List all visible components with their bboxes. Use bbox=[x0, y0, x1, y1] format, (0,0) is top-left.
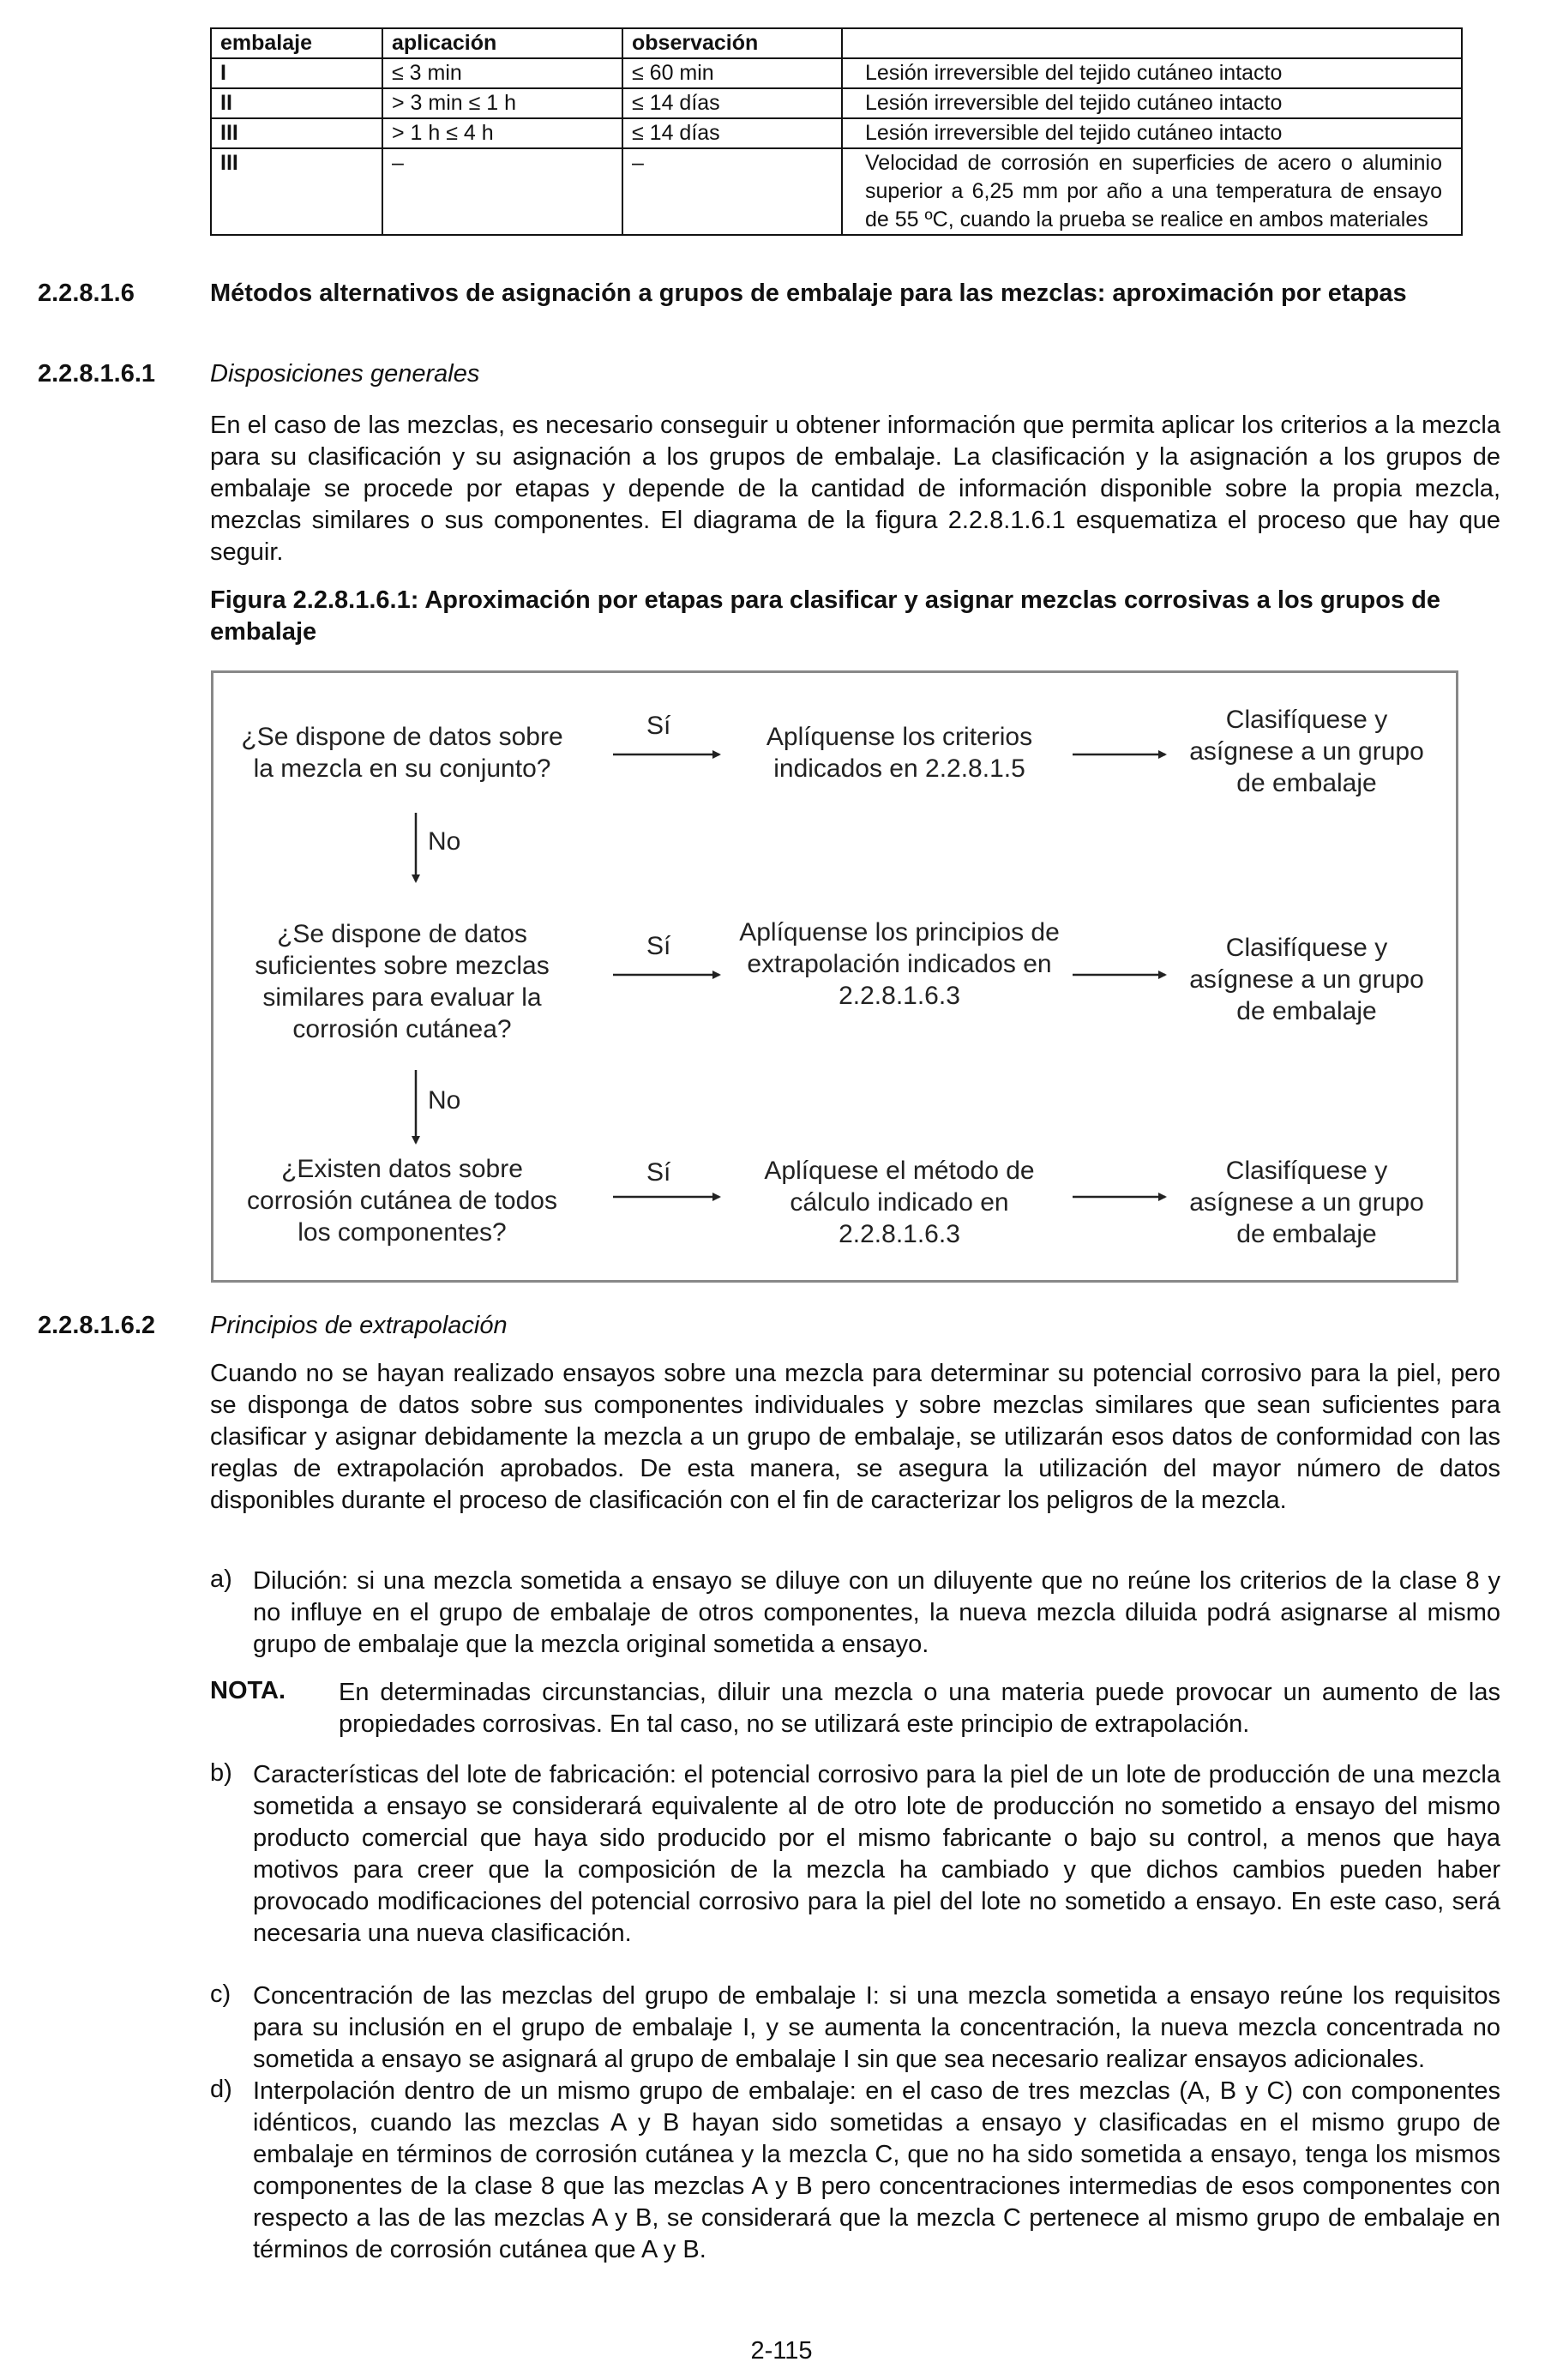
list-marker: c) bbox=[210, 1980, 231, 2008]
figure-caption: Figura 2.2.8.1.6.1: Aproximación por etapas para clasificar y asignar mezclas corrosivas a los grupos de embalaje bbox=[210, 586, 1441, 646]
table-cell-application: > 3 min ≤ 1 h bbox=[382, 88, 622, 118]
yes-label: Sí bbox=[646, 712, 671, 740]
flow-action: Aplíquense los criterios indicados en 2.2.8.1.5 bbox=[766, 723, 1033, 783]
table-row bbox=[211, 148, 1462, 235]
list-item: Interpolación dentro de un mismo grupo de embalaje: en el caso de tres mezclas (A, B y C) con componentes idénticos, cuando las mezclas A y B hayan sido sometidas a ensayo y clasificadas en el mismo grupo de embalaje en términos de corrosión cutánea y la mezcla C, que no ha sido sometida a ensayo, tenga los mismos componentes de la clase 8 que las mezclas A y B pero concentraciones intermedias de esos componentes con respecto a las de las mezclas A y B, se considerará que la mezcla C pertenece al mismo grupo de embalaje en términos de corrosión cutánea que A y B. bbox=[253, 2077, 1500, 2263]
no-label: No bbox=[428, 1086, 461, 1115]
table-row bbox=[211, 118, 1462, 148]
table-cell-application: ≤ 3 min bbox=[382, 58, 622, 88]
subsection-number: 2.2.8.1.6.1 bbox=[38, 360, 156, 388]
page-number: 2-115 bbox=[750, 2337, 813, 2365]
table-cell-criterion: Lesión irreversible del tejido cutáneo intacto bbox=[842, 118, 1462, 148]
table-cell-criterion: Velocidad de corrosión en superficies de acero o aluminio superior a 6,25 mm por año a una temperatura de ensayo de 55 ºC, cuando la prueba se realice en ambos materiales bbox=[842, 148, 1462, 235]
table-cell-application: – bbox=[382, 148, 622, 235]
list-item: Dilución: si una mezcla sometida a ensayo se diluye con un diluyente que no reúne los criterios de la clase 8 y no influye en el grupo de embalaje de otros componentes, la nueva mezcla diluida podrá asignarse al mismo grupo de embalaje que la mezcla original sometida a ensayo. bbox=[253, 1567, 1500, 1658]
flow-result: Clasifíquese y asígnese a un grupo de embalaje bbox=[1189, 1157, 1424, 1248]
table-cell-application: > 1 h ≤ 4 h bbox=[382, 118, 622, 148]
table-header-cell: aplicación bbox=[382, 28, 622, 58]
section-number: 2.2.8.1.6 bbox=[38, 279, 135, 307]
yes-label: Sí bbox=[646, 1158, 671, 1187]
table-header-row bbox=[211, 28, 1462, 58]
list-marker: a) bbox=[210, 1566, 232, 1593]
flow-result: Clasifíquese y asígnese a un grupo de embalaje bbox=[1189, 934, 1424, 1025]
table-cell-criterion: Lesión irreversible del tejido cutáneo intacto bbox=[842, 88, 1462, 118]
table-cell-observation: – bbox=[622, 148, 842, 235]
table-row bbox=[211, 58, 1462, 88]
flow-action: Aplíquese el método de cálculo indicado en 2.2.8.1.6.3 bbox=[764, 1157, 1035, 1248]
list-item: Concentración de las mezclas del grupo de embalaje I: si una mezcla sometida a ensayo reúne los requisitos para su inclusión en el grupo de embalaje I, y se aumenta la concentración, la nueva mezcla concentrada no sometida a ensayo se asignará al grupo de embalaje I sin que sea necesario realizar ensayos adicionales. bbox=[253, 1982, 1500, 2073]
table-header-cell: observación bbox=[622, 28, 842, 58]
no-label: No bbox=[428, 827, 461, 856]
paragraph: Cuando no se hayan realizado ensayos sobre una mezcla para determinar su potencial corrosivo para la piel, pero se disponga de datos sobre sus componentes individuales y sobre mezclas similares que sean suficientes para clasificar y asignar debidamente la mezcla a un grupo de embalaje, se utilizarán esos datos de conformidad con las reglas de extrapolación aprobados. De esta manera, se asegura la utilización del mayor número de datos disponibles durante el proceso de clasificación con el fin de caracterizar los peligros de la mezcla. bbox=[210, 1360, 1500, 1514]
subsection-title: Principios de extrapolación bbox=[210, 1312, 508, 1339]
table-cell-observation: ≤ 14 días bbox=[622, 118, 842, 148]
table-cell-group: III bbox=[211, 118, 382, 148]
subsection-number: 2.2.8.1.6.2 bbox=[38, 1312, 156, 1339]
table-cell-observation: ≤ 60 min bbox=[622, 58, 842, 88]
table-cell-group: I bbox=[211, 58, 382, 88]
list-item: Características del lote de fabricación: el potencial corrosivo para la piel de un lote de producción de una mezcla sometida a ensayo se considerará equivalente al de otro lote de producción no sometido a ensayo del mismo producto comercial que haya sido producido por el mismo fabricante o bajo su control, a menos que haya motivos para creer que la composición de la mezcla ha cambiado y que dichos cambios pueden haber provocado modificaciones del potencial corrosivo para la piel del lote no sometido a ensayo. En este caso, será necesaria una nueva clasificación. bbox=[253, 1761, 1500, 1947]
table-header-cell bbox=[842, 28, 1462, 58]
packing-group-table bbox=[210, 27, 1463, 236]
table-cell-group: III bbox=[211, 148, 382, 235]
flow-question: ¿Se dispone de datos suficientes sobre mezclas similares para evaluar la corrosión cutánea? bbox=[255, 920, 550, 1043]
paragraph: En el caso de las mezclas, es necesario conseguir u obtener información que permita aplicar los criterios a la mezcla para su clasificación y su asignación a los grupos de embalaje. La clasificación y la asignación a los grupos de embalaje se procede por etapas y depende de la cantidad de información disponible sobre la propia mezcla, mezclas similares o sus componentes. El diagrama de la figura 2.2.8.1.6.1 esquematiza el proceso que hay que seguir. bbox=[210, 412, 1500, 566]
flow-action: Aplíquense los principios de extrapolación indicados en 2.2.8.1.6.3 bbox=[739, 918, 1060, 1010]
table-cell-observation: ≤ 14 días bbox=[622, 88, 842, 118]
note-label: NOTA. bbox=[210, 1677, 286, 1704]
section-title: Métodos alternativos de asignación a grupos de embalaje para las mezclas: aproximación por etapas bbox=[210, 279, 1407, 307]
list-marker: b) bbox=[210, 1759, 232, 1787]
subsection-title: Disposiciones generales bbox=[210, 360, 480, 388]
flow-question: ¿Existen datos sobre corrosión cutánea de todos los componentes? bbox=[247, 1155, 557, 1247]
note-text: En determinadas circunstancias, diluir una mezcla o una materia puede provocar un aumento de las propiedades corrosivas. En tal caso, no se utilizará este principio de extrapolación. bbox=[339, 1679, 1500, 1738]
flowchart bbox=[211, 670, 1458, 1283]
table-cell-criterion: Lesión irreversible del tejido cutáneo intacto bbox=[842, 58, 1462, 88]
table-header-cell: embalaje bbox=[211, 28, 382, 58]
flow-result: Clasifíquese y asígnese a un grupo de embalaje bbox=[1189, 706, 1424, 797]
table-row bbox=[211, 88, 1462, 118]
table-cell-group: II bbox=[211, 88, 382, 118]
flow-question: ¿Se dispone de datos sobre la mezcla en su conjunto? bbox=[241, 723, 563, 783]
list-marker: d) bbox=[210, 2076, 232, 2103]
yes-label: Sí bbox=[646, 932, 671, 960]
